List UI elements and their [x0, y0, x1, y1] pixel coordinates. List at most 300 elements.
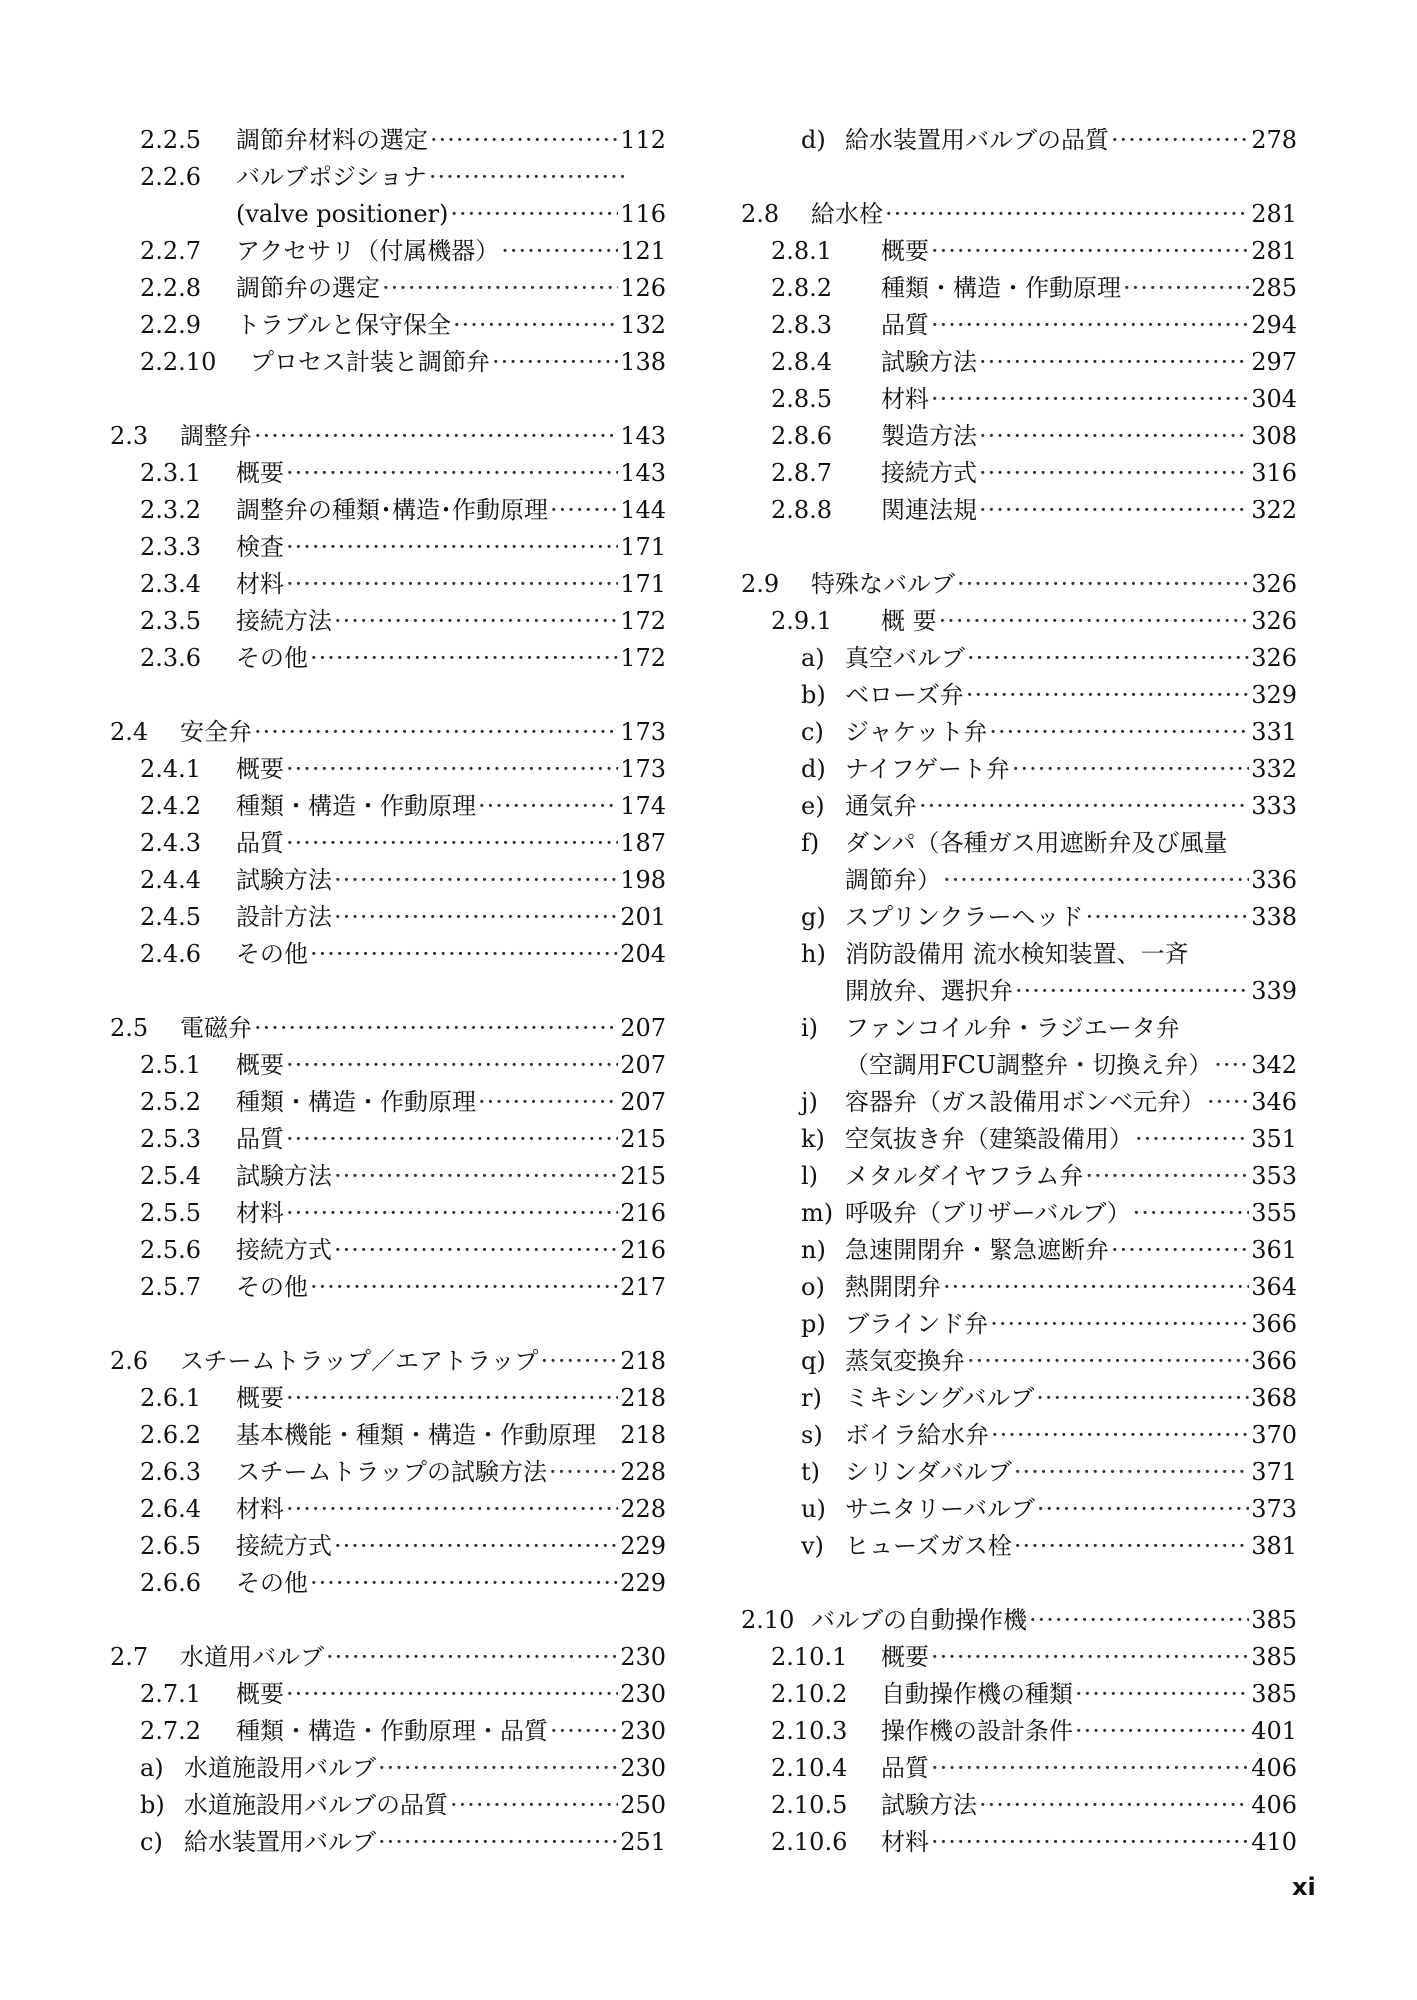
toc-entry-title: プロセス計装と調節弁 [250, 348, 490, 376]
toc-entry-page: 281 [1251, 237, 1297, 265]
toc-entry-page: 331 [1251, 718, 1297, 746]
toc-leader-dots [310, 640, 618, 677]
toc-leader-dots [989, 714, 1249, 751]
toc-entry-page: 228 [620, 1458, 666, 1486]
toc-entry-number: 2.3.6 [140, 644, 202, 672]
toc-entry-title: シリンダバルブ [845, 1458, 1012, 1486]
toc-entry [741, 1010, 1297, 1047]
toc-entry-page: 173 [620, 718, 666, 746]
toc-entry [741, 455, 1297, 492]
toc-entry-title: 製造方法 [881, 422, 977, 450]
toc-entry [741, 122, 1297, 159]
toc-gap [110, 677, 666, 714]
toc-entry-title: 開放弁、選択弁 [845, 977, 1013, 1005]
toc-entry-page: 218 [620, 1421, 666, 1449]
toc-entry-page: 339 [1251, 977, 1297, 1005]
toc-entry [110, 1787, 666, 1824]
toc-entry-page: 250 [620, 1791, 666, 1819]
toc-entry [741, 936, 1297, 973]
toc-entry-title: 材料 [881, 385, 929, 413]
toc-entry-page: 215 [620, 1162, 666, 1190]
toc-entry-title: ナイフゲート弁 [845, 755, 1010, 783]
toc-entry [741, 344, 1297, 381]
toc-leader-dots [492, 344, 618, 381]
toc-entry [110, 418, 666, 455]
toc-entry [110, 1676, 666, 1713]
toc-leader-dots [943, 1269, 1249, 1306]
toc-entry [741, 492, 1297, 529]
toc-entry-title: 概要 [236, 1384, 284, 1412]
toc-entry-number: 2.8.1 [771, 237, 833, 265]
toc-entry-number: d) [801, 126, 826, 154]
toc-entry-number: 2.10.3 [771, 1717, 848, 1745]
toc-entry-page: 401 [1251, 1717, 1297, 1745]
toc-entry-title: 調節弁の選定 [236, 274, 380, 302]
toc-entry-page: 322 [1251, 496, 1297, 524]
toc-leader-dots [931, 381, 1249, 418]
toc-leader-dots [1123, 270, 1249, 307]
toc-entry [741, 714, 1297, 751]
toc-leader-dots [931, 1639, 1249, 1676]
toc-entry [741, 1787, 1297, 1824]
toc-entry-number: 2.4.6 [140, 940, 202, 968]
toc-entry-page: 143 [620, 422, 666, 450]
toc-entry-title: 材料 [881, 1828, 929, 1856]
toc-entry [110, 307, 666, 344]
toc-leader-dots [541, 1343, 619, 1380]
toc-leader-dots [967, 1343, 1249, 1380]
toc-leader-dots [979, 1787, 1249, 1824]
toc-entry-number: 2.5.5 [140, 1199, 202, 1227]
toc-entry-title: 材料 [236, 1199, 284, 1227]
toc-entry-number: 2.9 [741, 570, 780, 598]
toc-entry [110, 529, 666, 566]
toc-entry-page: 385 [1251, 1643, 1297, 1671]
toc-entry-title: 給水栓 [811, 200, 883, 228]
toc-entry-title: 容器弁（ガス設備用ボンベ元弁） [845, 1088, 1205, 1116]
toc-entry-title: 種類・構造・作動原理・品質 [236, 1717, 548, 1745]
toc-leader-dots [979, 492, 1249, 529]
toc-entry-number: u) [801, 1495, 826, 1523]
toc-entry [741, 1195, 1297, 1232]
toc-entry-number: 2.5.1 [140, 1051, 202, 1079]
toc-entry-number: k) [801, 1125, 825, 1153]
toc-entry-number: b) [801, 681, 826, 709]
toc-leader-dots [550, 1713, 618, 1750]
toc-entry-page: 304 [1251, 385, 1297, 413]
toc-leader-dots [1207, 1084, 1249, 1121]
toc-entry-title: 呼吸弁（ブリザーバルブ） [845, 1199, 1131, 1227]
toc-leader-dots [1214, 1047, 1249, 1084]
toc-entry-number: 2.10.1 [771, 1643, 848, 1671]
toc-gap [741, 529, 1297, 566]
toc-entry-title: 概要 [236, 1051, 284, 1079]
toc-entry-page: 126 [620, 274, 666, 302]
toc-entry-number: 2.2.7 [140, 237, 202, 265]
toc-leader-dots [286, 1121, 618, 1158]
toc-leader-dots [919, 788, 1249, 825]
toc-entry-title: 概要 [881, 237, 929, 265]
toc-entry-number: 2.6.6 [140, 1569, 202, 1597]
toc-entry-page: 171 [620, 533, 666, 561]
toc-entry-page: 385 [1251, 1606, 1297, 1634]
toc-entry-page: 230 [620, 1754, 666, 1782]
toc-entry [741, 640, 1297, 677]
toc-entry-title: 種類・構造・作動原理 [236, 1088, 476, 1116]
toc-entry-number: 2.8 [741, 200, 780, 228]
toc-entry-title: 品質 [881, 311, 929, 339]
toc-entry-number: 2.7 [110, 1643, 149, 1671]
toc-entry [741, 1713, 1297, 1750]
toc-entry-page: 216 [620, 1199, 666, 1227]
toc-entry [110, 825, 666, 862]
toc-entry-title: 調節弁材料の選定 [236, 126, 428, 154]
toc-leader-dots [334, 603, 618, 640]
toc-entry-number: 2.4.3 [140, 829, 202, 857]
toc-entry [741, 1047, 1297, 1084]
toc-leader-dots [1086, 899, 1250, 936]
toc-entry [741, 233, 1297, 270]
toc-entry [110, 1195, 666, 1232]
toc-entry-page: 329 [1251, 681, 1297, 709]
toc-entry [110, 196, 666, 233]
toc-entry-page: 112 [620, 126, 666, 154]
toc-leader-dots [931, 307, 1249, 344]
toc-entry-title: 水道施設用バルブ [184, 1754, 376, 1782]
toc-entry-number: f) [801, 829, 820, 857]
toc-entry-title: 種類・構造・作動原理 [236, 792, 476, 820]
toc-entry-page: 410 [1251, 1828, 1297, 1856]
toc-entry-number: m) [801, 1199, 834, 1227]
toc-leader-dots [310, 1565, 618, 1602]
toc-entry-page: 336 [1251, 866, 1297, 894]
toc-entry [741, 1750, 1297, 1787]
toc-leader-dots [430, 122, 618, 159]
toc-entry-page: 216 [620, 1236, 666, 1264]
toc-leader-dots [1012, 751, 1249, 788]
toc-entry-page: 174 [620, 792, 666, 820]
toc-entry-number: 2.6.1 [140, 1384, 202, 1412]
toc-entry-title: 操作機の設計条件 [881, 1717, 1073, 1745]
toc-leader-dots [286, 1047, 618, 1084]
toc-leader-dots [501, 233, 618, 270]
toc-entry-number: 2.6.3 [140, 1458, 202, 1486]
toc-leader-dots [286, 751, 618, 788]
toc-entry-title: 調整弁 [180, 422, 252, 450]
toc-leader-dots [334, 1158, 618, 1195]
toc-entry-number: 2.10.2 [771, 1680, 848, 1708]
toc-gap [110, 1306, 666, 1343]
toc-entry [110, 1158, 666, 1195]
toc-entry-title: （空調用FCU調整弁・切換え弁） [845, 1051, 1213, 1079]
toc-leader-dots [310, 1269, 618, 1306]
toc-entry-title: 概要 [236, 459, 284, 487]
toc-entry-page: 116 [620, 200, 666, 228]
toc-entry-page: 172 [620, 607, 666, 635]
toc-entry-number: 2.3.3 [140, 533, 202, 561]
toc-entry-title: バルブポジショナ [236, 163, 427, 191]
toc-entry-number: h) [801, 940, 826, 968]
toc-entry-title: ヒューズガス栓 [845, 1532, 1012, 1560]
toc-leader-dots [967, 640, 1249, 677]
toc-entry [110, 1121, 666, 1158]
toc-leader-dots [286, 1676, 618, 1713]
toc-entry-number: 2.8.7 [771, 459, 833, 487]
toc-entry [741, 751, 1297, 788]
toc-entry [110, 233, 666, 270]
toc-entry-number: 2.5.2 [140, 1088, 202, 1116]
toc-entry-number: v) [801, 1532, 824, 1560]
toc-entry-page: 230 [620, 1717, 666, 1745]
toc-entry-page: 217 [620, 1273, 666, 1301]
toc-entry-title: 水道施設用バルブの品質 [184, 1791, 448, 1819]
toc-gap [110, 1602, 666, 1639]
toc-entry-page: 366 [1251, 1347, 1297, 1375]
toc-entry-page: 187 [620, 829, 666, 857]
toc-entry-number: n) [801, 1236, 826, 1264]
toc-entry-page: 215 [620, 1125, 666, 1153]
toc-leader-dots [957, 566, 1249, 603]
toc-entry-page: 204 [620, 940, 666, 968]
toc-entry-number: a) [140, 1754, 164, 1782]
toc-entry-title: ミキシングバルブ [845, 1384, 1035, 1412]
toc-entry [110, 1454, 666, 1491]
toc-entry-title: 熱開閉弁 [845, 1273, 941, 1301]
toc-entry [110, 1047, 666, 1084]
toc-entry-number: 2.2.8 [140, 274, 202, 302]
toc-entry-number: 2.6.5 [140, 1532, 202, 1560]
toc-entry-title: ジャケット弁 [845, 718, 988, 746]
toc-gap [741, 1565, 1297, 1602]
toc-entry-number: 2.4.4 [140, 866, 202, 894]
toc-entry [110, 1343, 666, 1380]
toc-entry-page: 230 [620, 1680, 666, 1708]
toc-leader-dots [326, 1639, 618, 1676]
toc-entry-title: 水道用バルブ [180, 1643, 324, 1671]
toc-entry-number: j) [801, 1088, 818, 1116]
toc-leader-dots [991, 1417, 1249, 1454]
toc-leader-dots [979, 344, 1249, 381]
toc-entry [110, 455, 666, 492]
page-number: xi [1292, 1873, 1316, 1901]
toc-leader-dots [478, 1084, 618, 1121]
toc-left-column [110, 122, 666, 1861]
toc-entry-title: 概要 [881, 1643, 929, 1671]
toc-entry-page: 207 [620, 1051, 666, 1079]
toc-entry-number: r) [801, 1384, 822, 1412]
toc-entry-page: 278 [1251, 126, 1297, 154]
toc-entry-page: 406 [1251, 1791, 1297, 1819]
toc-entry-title: 接続方法 [236, 607, 332, 635]
toc-entry-title: ベローズ弁 [845, 681, 964, 709]
toc-leader-dots [885, 196, 1249, 233]
toc-entry-number: 2.3.4 [140, 570, 202, 598]
toc-entry-title: その他 [236, 644, 308, 672]
toc-leader-dots [254, 418, 618, 455]
toc-entry [110, 714, 666, 751]
toc-entry-number: 2.2.9 [140, 311, 202, 339]
toc-entry [110, 1269, 666, 1306]
toc-entry [741, 381, 1297, 418]
toc-leader-dots [1036, 1380, 1249, 1417]
toc-entry [741, 1121, 1297, 1158]
toc-entry-title: その他 [236, 940, 308, 968]
toc-leader-dots [1014, 1454, 1249, 1491]
toc-entry [741, 1158, 1297, 1195]
toc-entry-page: 326 [1251, 644, 1297, 672]
toc-entry [110, 159, 666, 196]
toc-leader-dots [1014, 1528, 1249, 1565]
toc-entry [110, 1565, 666, 1602]
toc-entry-title: 検査 [236, 533, 284, 561]
toc-entry-page: 361 [1251, 1236, 1297, 1264]
toc-leader-dots [1111, 122, 1249, 159]
toc-entry-number: 2.3.5 [140, 607, 202, 635]
toc-entry-page: 406 [1251, 1754, 1297, 1782]
toc-entry-number: 2.10 [741, 1606, 795, 1634]
toc-entry-number: 2.2.6 [140, 163, 202, 191]
toc-entry [741, 1454, 1297, 1491]
toc-entry-page: 297 [1251, 348, 1297, 376]
toc-entry-number: 2.5 [110, 1014, 149, 1042]
toc-entry-number: q) [801, 1347, 826, 1375]
toc-leader-dots [334, 862, 618, 899]
toc-entry-number: 2.4.2 [140, 792, 202, 820]
toc-leader-dots [378, 1824, 618, 1861]
toc-entry-title: アクセサリ（付属機器） [236, 237, 500, 265]
toc-leader-dots [550, 492, 618, 529]
toc-entry-title: 真空バルブ [845, 644, 965, 672]
toc-entry-title: 自動操作機の種類 [881, 1680, 1073, 1708]
toc-entry-number: 2.6.2 [140, 1421, 202, 1449]
toc-entry-page: 171 [620, 570, 666, 598]
toc-entry-title: 概要 [236, 1680, 284, 1708]
toc-leader-dots [1075, 1713, 1249, 1750]
toc-entry [110, 603, 666, 640]
toc-leader-dots [1075, 1676, 1249, 1713]
toc-leader-dots [549, 1454, 618, 1491]
toc-entry-number: 2.6.4 [140, 1495, 202, 1523]
toc-entry-title: 電磁弁 [180, 1014, 252, 1042]
toc-leader-dots [966, 677, 1249, 714]
toc-entry-title: 特殊なバルブ [811, 570, 955, 598]
toc-entry-title: 空気抜き弁（建築設備用） [845, 1125, 1133, 1153]
toc-entry [110, 862, 666, 899]
toc-entry-title: スチームトラップの試験方法 [236, 1458, 548, 1486]
toc-entry-number: 2.5.4 [140, 1162, 202, 1190]
toc-entry [110, 1380, 666, 1417]
toc-entry-page: 281 [1251, 200, 1297, 228]
toc-entry [110, 1084, 666, 1121]
toc-entry-title: 試験方法 [236, 1162, 332, 1190]
toc-entry [741, 1602, 1297, 1639]
toc-entry-number: 2.9.1 [771, 607, 833, 635]
toc-entry-page: 355 [1251, 1199, 1297, 1227]
toc-entry-number: 2.5.3 [140, 1125, 202, 1153]
toc-leader-dots [310, 936, 618, 973]
toc-entry-title: (valve positioner) [236, 200, 449, 228]
toc-entry-title: 種類・構造・作動原理 [881, 274, 1121, 302]
toc-entry [741, 1343, 1297, 1380]
toc-entry-page: 351 [1251, 1125, 1297, 1153]
toc-entry-page: 373 [1251, 1495, 1297, 1523]
toc-entry [110, 1232, 666, 1269]
toc-entry [741, 196, 1297, 233]
toc-entry-title: 品質 [236, 1125, 284, 1153]
toc-entry [741, 1380, 1297, 1417]
toc-entry [741, 1676, 1297, 1713]
toc-entry-title: 調整弁の種類･構造･作動原理 [236, 496, 548, 524]
toc-entry-page: 218 [620, 1347, 666, 1375]
toc-entry [110, 270, 666, 307]
toc-entry [741, 307, 1297, 344]
toc-entry-page: 326 [1251, 570, 1297, 598]
toc-entry-page: 364 [1251, 1273, 1297, 1301]
toc-entry-page: 198 [620, 866, 666, 894]
toc-entry [741, 1306, 1297, 1343]
toc-gap [741, 159, 1297, 196]
toc-entry-title: 基本機能・種類・構造・作動原理 [236, 1421, 596, 1449]
toc-entry-number: 2.5.7 [140, 1273, 202, 1301]
toc-entry [110, 566, 666, 603]
toc-entry-title: 接続方式 [236, 1532, 332, 1560]
toc-leader-dots [979, 418, 1249, 455]
toc-entry-title: 通気弁 [845, 792, 917, 820]
toc-entry-title: トラブルと保守保全 [236, 311, 452, 339]
toc-entry-page: 353 [1251, 1162, 1297, 1190]
toc-entry-number: a) [801, 644, 825, 672]
toc-entry-page: 370 [1251, 1421, 1297, 1449]
toc-entry-number: 2.4.5 [140, 903, 202, 931]
toc-entry-page: 251 [620, 1828, 666, 1856]
toc-entry-title: 蒸気変換弁 [845, 1347, 965, 1375]
toc-entry-number: b) [140, 1791, 165, 1819]
toc-entry-title: 給水装置用バルブの品質 [845, 126, 1109, 154]
toc-entry-title: 関連法規 [881, 496, 977, 524]
toc-entry-page: 326 [1251, 607, 1297, 635]
toc-leader-dots [286, 455, 618, 492]
toc-entry [110, 936, 666, 973]
toc-entry-number: c) [801, 718, 824, 746]
toc-entry [741, 677, 1297, 714]
toc-entry-number: 2.5.6 [140, 1236, 202, 1264]
toc-gap [110, 381, 666, 418]
toc-entry-page: 218 [620, 1384, 666, 1412]
toc-leader-dots [286, 1195, 618, 1232]
toc-entry-number: g) [801, 903, 826, 931]
toc-leader-dots [334, 899, 618, 936]
toc-entry-number: 2.8.3 [771, 311, 833, 339]
toc-entry-page: 229 [620, 1532, 666, 1560]
toc-entry-number: 2.10.6 [771, 1828, 848, 1856]
toc-leader-dots [429, 159, 624, 196]
toc-entry [110, 751, 666, 788]
toc-entry-number: e) [801, 792, 825, 820]
toc-leader-dots [334, 1232, 618, 1269]
toc-leader-dots [979, 455, 1249, 492]
toc-entry-page: 342 [1251, 1051, 1297, 1079]
toc-entry [110, 344, 666, 381]
toc-entry [741, 1639, 1297, 1676]
toc-entry-title: 消防設備用 流水検知装置、一斉 [845, 940, 1189, 968]
toc-entry [110, 1824, 666, 1861]
toc-entry-page: 173 [620, 755, 666, 783]
toc-entry-page: 229 [620, 1569, 666, 1597]
toc-leader-dots [453, 307, 618, 344]
toc-entry [741, 418, 1297, 455]
toc-gap [110, 973, 666, 1010]
toc-leader-dots [450, 196, 618, 233]
